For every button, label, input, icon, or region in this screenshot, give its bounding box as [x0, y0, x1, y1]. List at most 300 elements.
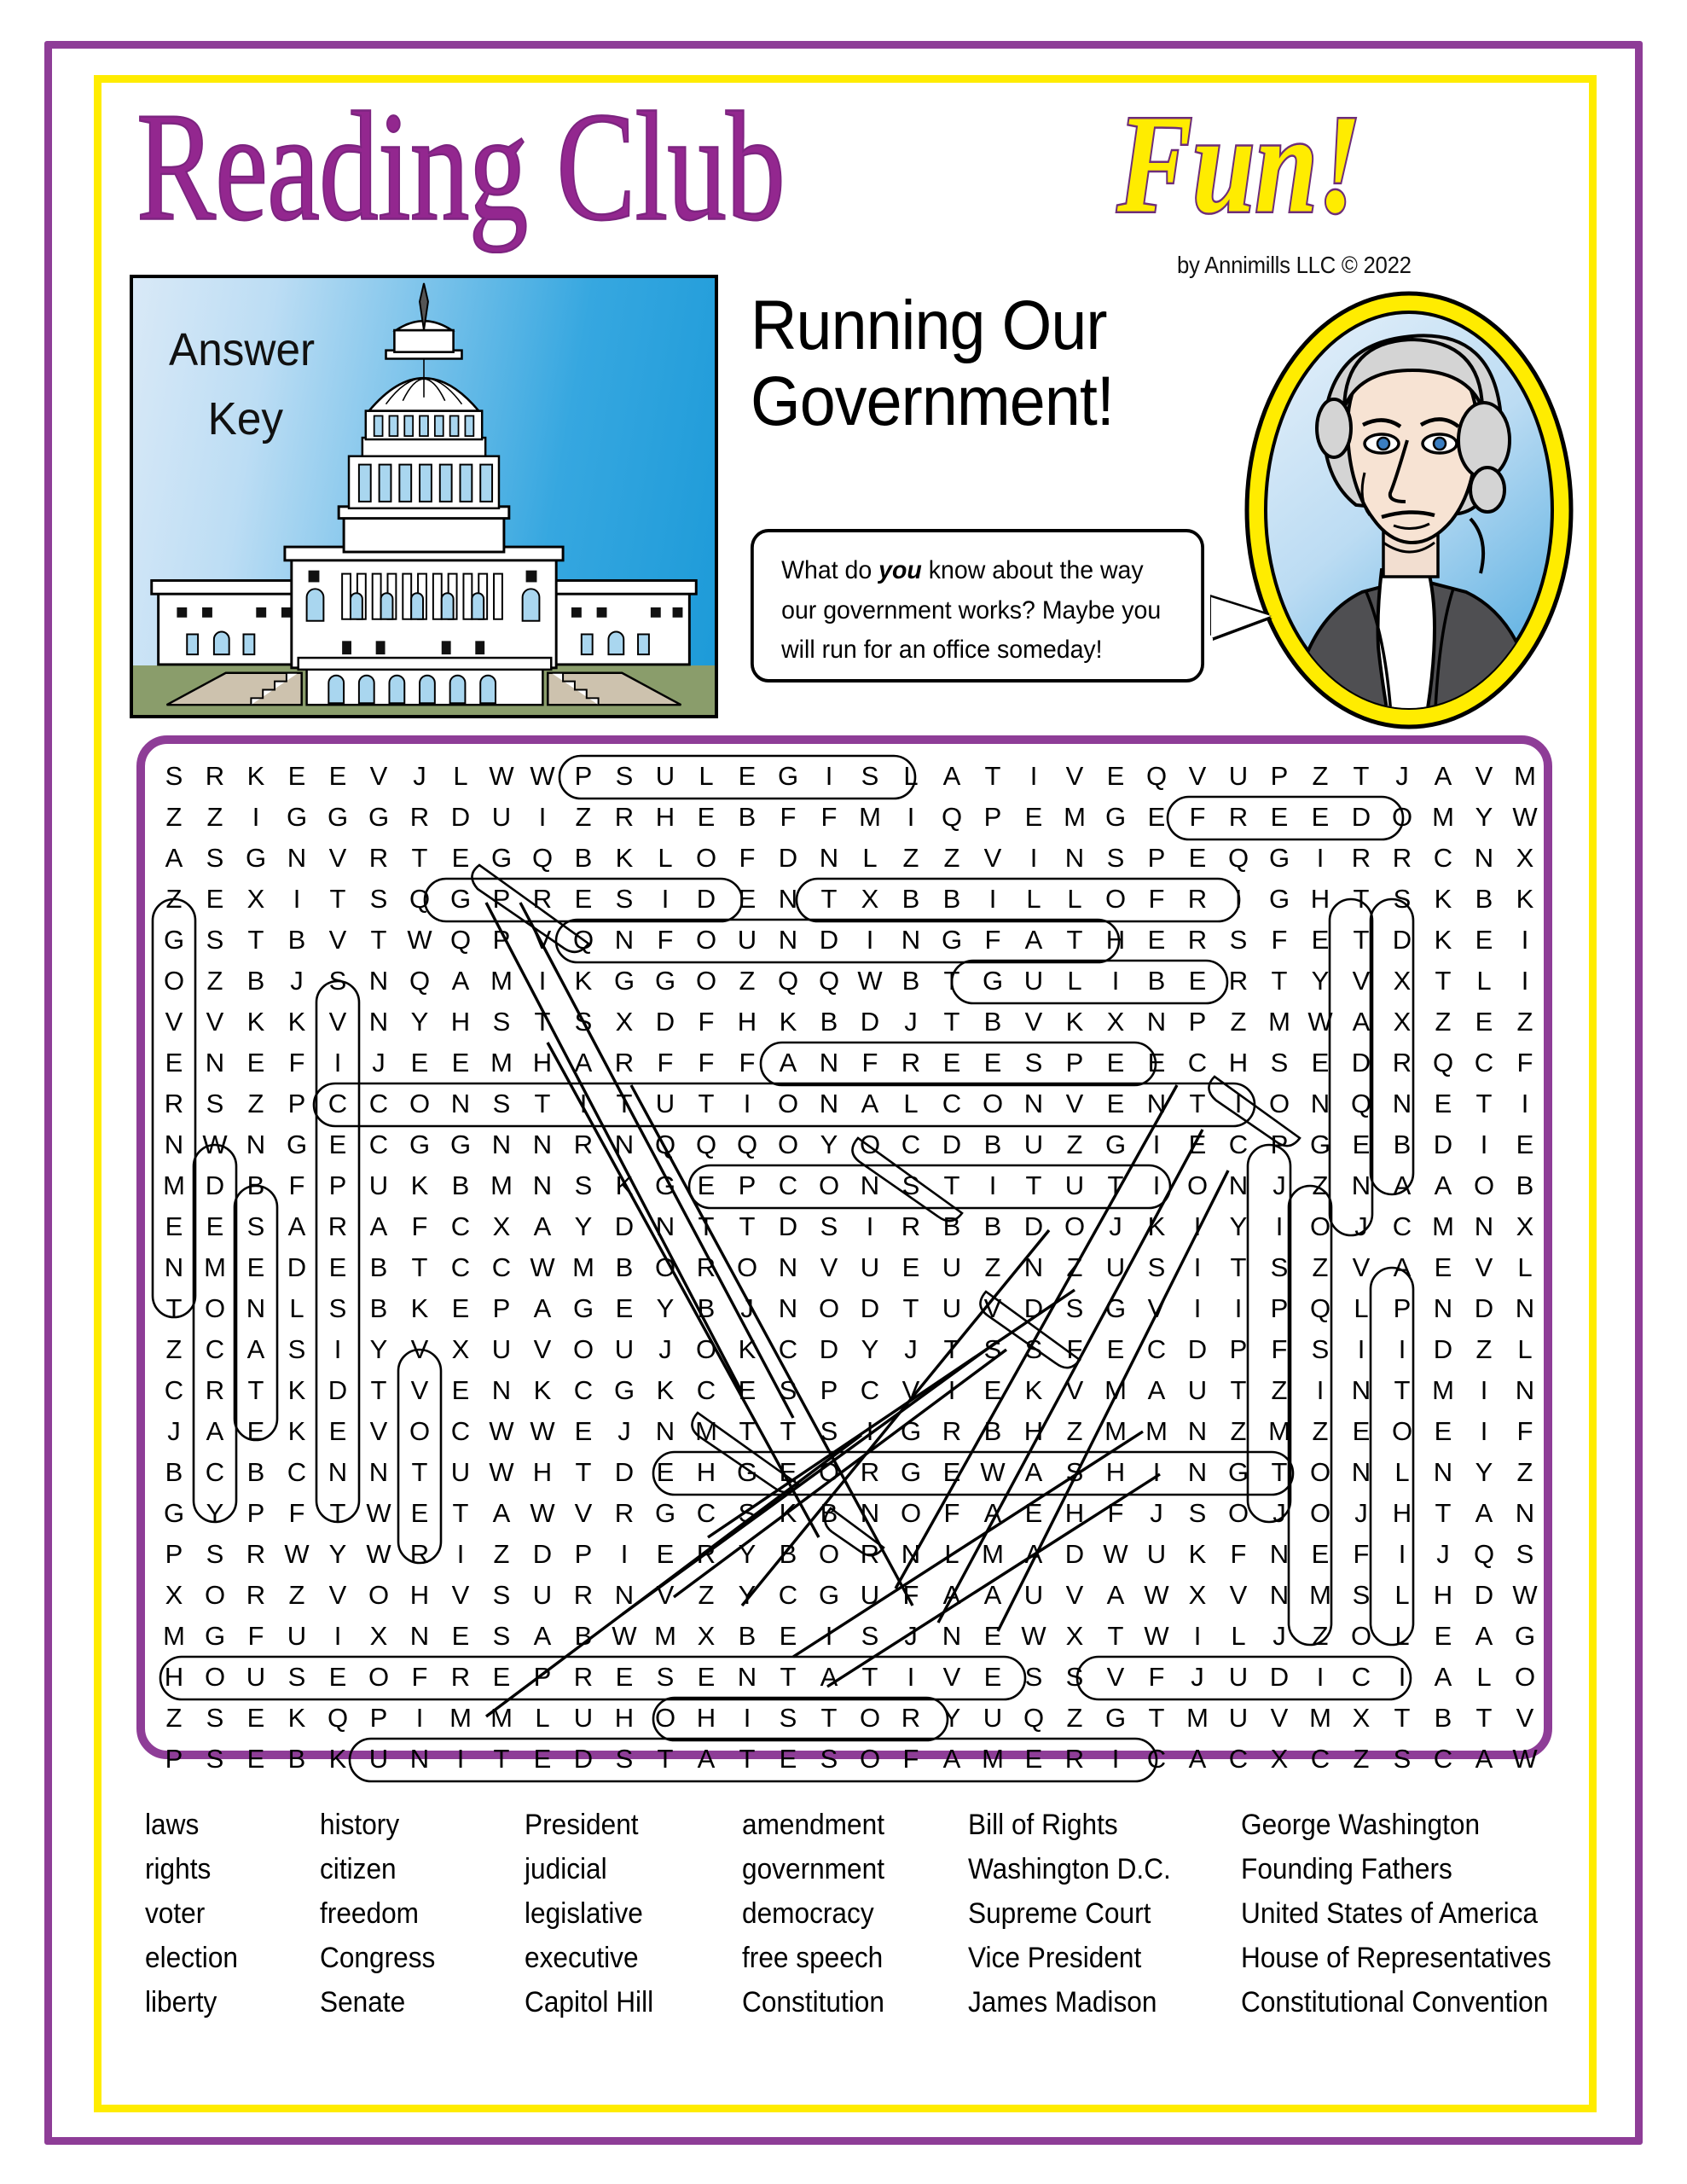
grid-letter: S [206, 843, 224, 873]
grid-letter: F [1516, 1416, 1533, 1446]
grid-letter: U [860, 1580, 880, 1610]
grid-letter: A [533, 1293, 552, 1323]
grid-letter: N [1146, 1089, 1167, 1118]
grid-letter: K [533, 1375, 552, 1405]
word-item: George Washington [1241, 1809, 1481, 1841]
grid-letter: O [900, 1498, 922, 1528]
grid-letter: D [614, 1457, 635, 1487]
grid-letter: A [861, 1089, 879, 1118]
grid-letter: P [492, 925, 511, 955]
grid-letter: K [246, 761, 265, 791]
grid-letter: V [369, 1416, 388, 1446]
grid-letter: V [901, 1375, 920, 1405]
grid-letter: R [1228, 966, 1249, 996]
grid-letter: C [1351, 1662, 1371, 1692]
grid-letter: N [778, 925, 798, 955]
grid-letter: N [368, 1007, 389, 1037]
grid-letter: X [861, 884, 879, 914]
grid-letter: L [535, 1703, 550, 1733]
grid-letter: P [574, 1539, 593, 1569]
grid-letter: T [943, 1334, 960, 1364]
grid-letter: E [165, 1048, 183, 1077]
grid-letter: E [615, 1662, 634, 1692]
grid-letter: T [452, 1498, 469, 1528]
grid-letter: C [1433, 1744, 1453, 1774]
grid-letter: U [942, 1293, 962, 1323]
grid-letter: A [533, 1621, 552, 1651]
word-search-puzzle[interactable] [136, 735, 1552, 1774]
answer-key-line-1: Answer [169, 324, 316, 375]
grid-letter: Q [572, 925, 594, 955]
letter-grid[interactable] [145, 744, 1544, 1774]
grid-letter: H [1105, 1457, 1126, 1487]
grid-letter: B [901, 966, 920, 996]
letter-grid-svg[interactable] [145, 744, 1544, 1774]
grid-letter: W [530, 1498, 555, 1528]
grid-letter: R [164, 1089, 184, 1118]
grid-letter: I [1357, 1334, 1365, 1364]
grid-letter: B [738, 802, 757, 832]
grid-letter: D [1351, 802, 1371, 832]
grid-letter: Y [328, 1539, 347, 1569]
grid-letter: W [1307, 1007, 1333, 1037]
grid-letter: L [1026, 884, 1041, 914]
grid-letter: F [1189, 802, 1206, 832]
word-item: James Madison [968, 1986, 1157, 2018]
grid-letter: P [1188, 1007, 1207, 1037]
grid-letter: S [1065, 1457, 1084, 1487]
grid-letter: J [1436, 1539, 1450, 1569]
answer-key-line-2: Key [207, 393, 284, 444]
grid-letter: B [942, 1211, 961, 1241]
grid-letter: Q [1350, 1089, 1372, 1118]
grid-letter: O [1104, 884, 1127, 914]
grid-letter: L [1354, 1293, 1369, 1323]
grid-letter: V [328, 925, 347, 955]
grid-letter: Q [1227, 843, 1249, 873]
grid-letter: G [654, 1170, 676, 1200]
grid-letter: N [614, 925, 635, 955]
grid-letter: Q [818, 966, 840, 996]
grid-letter: N [737, 1662, 757, 1692]
grid-letter: B [287, 925, 306, 955]
grid-letter: B [369, 1252, 388, 1282]
grid-letter: C [450, 1211, 471, 1241]
grid-letter: S [820, 1211, 838, 1241]
word-item: democracy [742, 1897, 874, 1930]
grid-letter: I [866, 1416, 874, 1446]
grid-letter: V [1024, 1007, 1043, 1037]
grid-letter: Z [1516, 1457, 1533, 1487]
grid-letter: L [1067, 966, 1082, 996]
grid-letter: V [656, 1580, 675, 1610]
grid-letter: K [287, 1703, 306, 1733]
grid-letter: L [1476, 966, 1492, 996]
grid-letter: T [739, 1211, 756, 1241]
grid-letter: R [409, 1539, 430, 1569]
grid-letter: C [287, 1457, 307, 1487]
grid-letter: E [738, 761, 757, 791]
grid-letter: I [1316, 1375, 1325, 1405]
word-item: legislative [525, 1897, 643, 1930]
grid-letter: R [205, 1375, 225, 1405]
grid-letter: L [1394, 1621, 1410, 1651]
grid-letter: Q [531, 843, 554, 873]
grid-letter: Q [1145, 761, 1168, 791]
grid-letter: N [1474, 1211, 1494, 1241]
grid-letter: L [944, 1539, 959, 1569]
grid-letter: E [328, 761, 347, 791]
grid-letter: O [163, 966, 185, 996]
grid-letter: S [861, 1621, 879, 1651]
grid-letter: A [492, 1498, 511, 1528]
grid-letter: S [1188, 1498, 1207, 1528]
grid-letter: Z [698, 1580, 715, 1610]
grid-letter: T [820, 1703, 838, 1733]
grid-letter: D [655, 1007, 675, 1037]
grid-letter: U [1228, 761, 1249, 791]
grid-letter: T [370, 925, 387, 955]
grid-letter: T [1435, 966, 1452, 996]
grid-letter: T [329, 884, 346, 914]
grid-letter: G [368, 802, 390, 832]
grid-letter: R [450, 1662, 471, 1692]
grid-letter: L [1231, 1621, 1246, 1651]
grid-letter: V [328, 843, 347, 873]
grid-letter: S [492, 1089, 511, 1118]
grid-letter: U [860, 1252, 880, 1282]
grid-letter: S [615, 884, 634, 914]
grid-letter: B [901, 884, 920, 914]
grid-letter: Y [1475, 1457, 1493, 1487]
grid-letter: B [983, 1007, 1002, 1037]
grid-letter: Z [1312, 761, 1329, 791]
grid-letter: N [1433, 1293, 1453, 1323]
word-item: free speech [742, 1942, 884, 1974]
grid-letter: D [450, 802, 471, 832]
grid-letter: U [655, 761, 675, 791]
grid-letter: O [982, 1089, 1004, 1118]
grid-letter: P [492, 884, 511, 914]
grid-letter: E [738, 1375, 757, 1405]
grid-letter: F [411, 1211, 428, 1241]
grid-letter: H [532, 1048, 553, 1077]
grid-letter: S [1311, 1334, 1330, 1364]
grid-letter: N [368, 966, 389, 996]
grid-letter: Z [1066, 1416, 1083, 1446]
grid-letter: S [779, 1375, 797, 1405]
grid-letter: E [246, 1416, 265, 1446]
grid-letter: P [369, 1703, 388, 1733]
word-item: voter [145, 1897, 206, 1930]
grid-letter: D [1433, 1334, 1453, 1364]
grid-letter: D [696, 884, 716, 914]
grid-letter: N [246, 1130, 266, 1159]
grid-letter: B [1434, 1703, 1452, 1733]
grid-letter: D [328, 1375, 348, 1405]
grid-letter: Z [165, 802, 183, 832]
grid-letter: F [288, 1498, 305, 1528]
grid-letter: S [492, 1007, 511, 1037]
grid-letter: G [1514, 1621, 1536, 1651]
grid-letter: X [1516, 843, 1534, 873]
grid-letter: E [1147, 925, 1166, 955]
grid-letter: N [1392, 1089, 1412, 1118]
grid-letter: N [205, 1048, 225, 1077]
grid-letter: Y [820, 1130, 838, 1159]
grid-letter: F [820, 802, 838, 832]
grid-letter: E [1024, 1498, 1043, 1528]
grid-letter: S [1147, 1252, 1166, 1282]
grid-letter: S [574, 1007, 593, 1037]
grid-letter: F [1148, 1662, 1165, 1692]
grid-letter: W [284, 1539, 310, 1569]
grid-letter: E [574, 1416, 593, 1446]
grid-letter: R [573, 1662, 594, 1692]
grid-letter: E [697, 1662, 716, 1692]
grid-letter: G [1309, 1130, 1331, 1159]
grid-letter: E [328, 1130, 347, 1159]
grid-letter: I [1480, 1375, 1488, 1405]
grid-letter: U [491, 802, 512, 832]
grid-letter: C [1392, 1211, 1412, 1241]
grid-letter: X [1393, 966, 1412, 996]
grid-letter: O [409, 1089, 431, 1118]
grid-letter: D [819, 1334, 839, 1364]
grid-letter: N [778, 1252, 798, 1282]
grid-letter: Z [1475, 1334, 1493, 1364]
grid-letter: G [900, 1457, 922, 1487]
grid-letter: T [247, 1375, 264, 1405]
grid-letter: O [654, 1703, 676, 1733]
grid-letter: T [411, 1252, 428, 1282]
grid-letter: Q [1473, 1539, 1495, 1569]
grid-letter: K [1516, 884, 1534, 914]
grid-letter: P [492, 1293, 511, 1323]
grid-letter: S [165, 761, 183, 791]
grid-letter: U [1105, 1252, 1126, 1282]
grid-letter: M [1309, 1580, 1331, 1610]
grid-letter: R [614, 802, 635, 832]
grid-letter: E [1475, 925, 1493, 955]
grid-letter: G [1268, 884, 1290, 914]
grid-letter: F [984, 925, 1001, 955]
grid-letter: P [1393, 1293, 1412, 1323]
grid-letter: I [1316, 1662, 1325, 1692]
grid-letter: T [943, 966, 960, 996]
grid-letter: G [572, 1293, 594, 1323]
grid-letter: G [1104, 1703, 1127, 1733]
grid-letter: B [1475, 884, 1493, 914]
grid-letter: U [1146, 1539, 1167, 1569]
grid-letter: V [1352, 966, 1371, 996]
grid-letter: V [1065, 1375, 1084, 1405]
grid-letter: Z [1066, 1130, 1083, 1159]
grid-letter: Y [942, 1703, 961, 1733]
grid-letter: T [943, 1170, 960, 1200]
grid-letter: K [1024, 1375, 1043, 1405]
grid-letter: J [167, 1416, 181, 1446]
grid-letter: N [1187, 1457, 1208, 1487]
grid-letter: X [1106, 1007, 1125, 1037]
grid-letter: A [574, 1048, 593, 1077]
grid-letter: E [451, 1293, 470, 1323]
grid-letter: U [614, 1334, 635, 1364]
grid-letter: I [456, 1744, 465, 1774]
grid-letter: R [246, 1539, 266, 1569]
grid-letter: L [1517, 1334, 1533, 1364]
grid-letter: S [615, 1744, 634, 1774]
grid-letter: D [1351, 1048, 1371, 1077]
grid-letter: S [738, 1498, 757, 1528]
grid-letter: H [409, 1580, 430, 1610]
word-bank-column-5 [968, 1809, 1241, 2019]
grid-letter: R [368, 843, 389, 873]
grid-letter: P [1270, 1293, 1289, 1323]
grid-letter: R [328, 1211, 348, 1241]
grid-letter: I [252, 802, 260, 832]
grid-letter: E [983, 1375, 1002, 1405]
grid-letter: D [778, 843, 798, 873]
grid-letter: T [1189, 1089, 1206, 1118]
grid-letter: R [532, 884, 553, 914]
grid-letter: C [491, 1252, 512, 1282]
grid-letter: N [1351, 1457, 1371, 1487]
grid-letter: O [859, 1130, 881, 1159]
grid-letter: S [287, 1334, 306, 1364]
word-item: Congress [320, 1942, 436, 1974]
grid-letter: E [738, 884, 757, 914]
grid-letter: J [1150, 1498, 1163, 1528]
grid-letter: N [491, 1130, 512, 1159]
grid-letter: H [1023, 1416, 1044, 1446]
grid-letter: R [901, 1048, 921, 1077]
grid-letter: W [530, 1416, 555, 1446]
grid-letter: N [655, 1211, 675, 1241]
grid-letter: V [328, 1007, 347, 1037]
grid-letter: N [532, 1170, 553, 1200]
grid-letter: F [739, 1048, 756, 1077]
grid-letter: X [1516, 1211, 1534, 1241]
grid-letter: I [1152, 1130, 1161, 1159]
grid-letter: I [1398, 1334, 1406, 1364]
grid-letter: V [1147, 1293, 1166, 1323]
grid-letter: W [489, 1416, 514, 1446]
grid-letter: E [942, 1457, 961, 1487]
grid-letter: I [907, 802, 915, 832]
grid-letter: I [825, 761, 833, 791]
grid-letter: B [287, 1744, 306, 1774]
grid-letter: I [1029, 761, 1038, 791]
grid-letter: N [450, 1089, 471, 1118]
grid-letter: S [1352, 1580, 1371, 1610]
grid-letter: I [1234, 1089, 1243, 1118]
grid-letter: D [1064, 1539, 1085, 1569]
grid-letter: V [1106, 1662, 1125, 1692]
grid-letter: S [287, 1662, 306, 1692]
grid-letter: R [1392, 1048, 1412, 1077]
grid-letter: K [1188, 1539, 1207, 1569]
grid-letter: Z [493, 1539, 510, 1569]
grid-letter: B [574, 1621, 593, 1651]
grid-letter: U [737, 925, 757, 955]
word-item: Washington D.C. [968, 1853, 1171, 1885]
grid-letter: T [984, 761, 1001, 791]
grid-letter: H [1228, 1048, 1249, 1077]
grid-letter: G [613, 1375, 635, 1405]
grid-letter: U [246, 1662, 266, 1692]
grid-letter: W [1512, 1744, 1538, 1774]
grid-letter: W [366, 1539, 391, 1569]
grid-letter: G [654, 966, 676, 996]
grid-letter: E [451, 1375, 470, 1405]
grid-letter: F [1271, 1334, 1288, 1364]
grid-letter: R [901, 1211, 921, 1241]
grid-letter: B [1147, 966, 1166, 996]
grid-letter: T [575, 1457, 592, 1487]
grid-letter: E [451, 1048, 470, 1077]
grid-letter: Y [574, 1211, 593, 1241]
grid-letter: M [859, 802, 881, 832]
grid-letter: D [1187, 1334, 1208, 1364]
grid-letter: N [1351, 1170, 1371, 1200]
grid-letter: N [1433, 1457, 1453, 1487]
grid-letter: A [533, 1211, 552, 1241]
grid-letter: I [948, 1375, 956, 1405]
grid-letter: T [329, 1498, 346, 1528]
grid-letter: E [246, 1048, 265, 1077]
grid-letter: B [369, 1293, 388, 1323]
grid-letter: T [411, 843, 428, 873]
grid-letter: Z [1435, 1007, 1452, 1037]
grid-letter: E [656, 1457, 675, 1487]
word-item: Constitutional Convention [1241, 1986, 1549, 2018]
grid-letter: O [1309, 1211, 1331, 1241]
grid-letter: C [1228, 1744, 1249, 1774]
grid-letter: I [415, 1703, 424, 1733]
grid-letter: C [942, 1089, 962, 1118]
grid-letter: M [490, 966, 513, 996]
grid-letter: N [860, 1498, 880, 1528]
grid-letter: E [697, 802, 716, 832]
grid-letter: M [490, 1048, 513, 1077]
grid-letter: N [1064, 843, 1085, 873]
grid-letter: M [1268, 1007, 1290, 1037]
grid-letter: V [1229, 1580, 1248, 1610]
grid-letter: M [1186, 1703, 1209, 1733]
grid-letter: R [696, 1252, 716, 1282]
grid-letter: O [777, 1089, 799, 1118]
grid-letter: K [656, 1375, 675, 1405]
grid-letter: D [942, 1130, 962, 1159]
grid-letter: I [538, 802, 547, 832]
word-item: United States of America [1241, 1897, 1538, 1930]
grid-letter: V [1475, 761, 1493, 791]
grid-letter: D [860, 1007, 880, 1037]
grid-letter: W [530, 761, 555, 791]
grid-letter: Q [941, 802, 963, 832]
grid-letter: M [490, 1170, 513, 1200]
grid-letter: E [1106, 1089, 1125, 1118]
grid-letter: B [615, 1252, 634, 1282]
grid-letter: A [1106, 1580, 1125, 1610]
grid-letter: T [739, 1416, 756, 1446]
grid-letter: F [657, 1048, 674, 1077]
grid-letter: R [696, 1539, 716, 1569]
grid-letter: J [1109, 1211, 1122, 1241]
grid-letter: M [982, 1539, 1004, 1569]
grid-letter: C [205, 1334, 225, 1364]
